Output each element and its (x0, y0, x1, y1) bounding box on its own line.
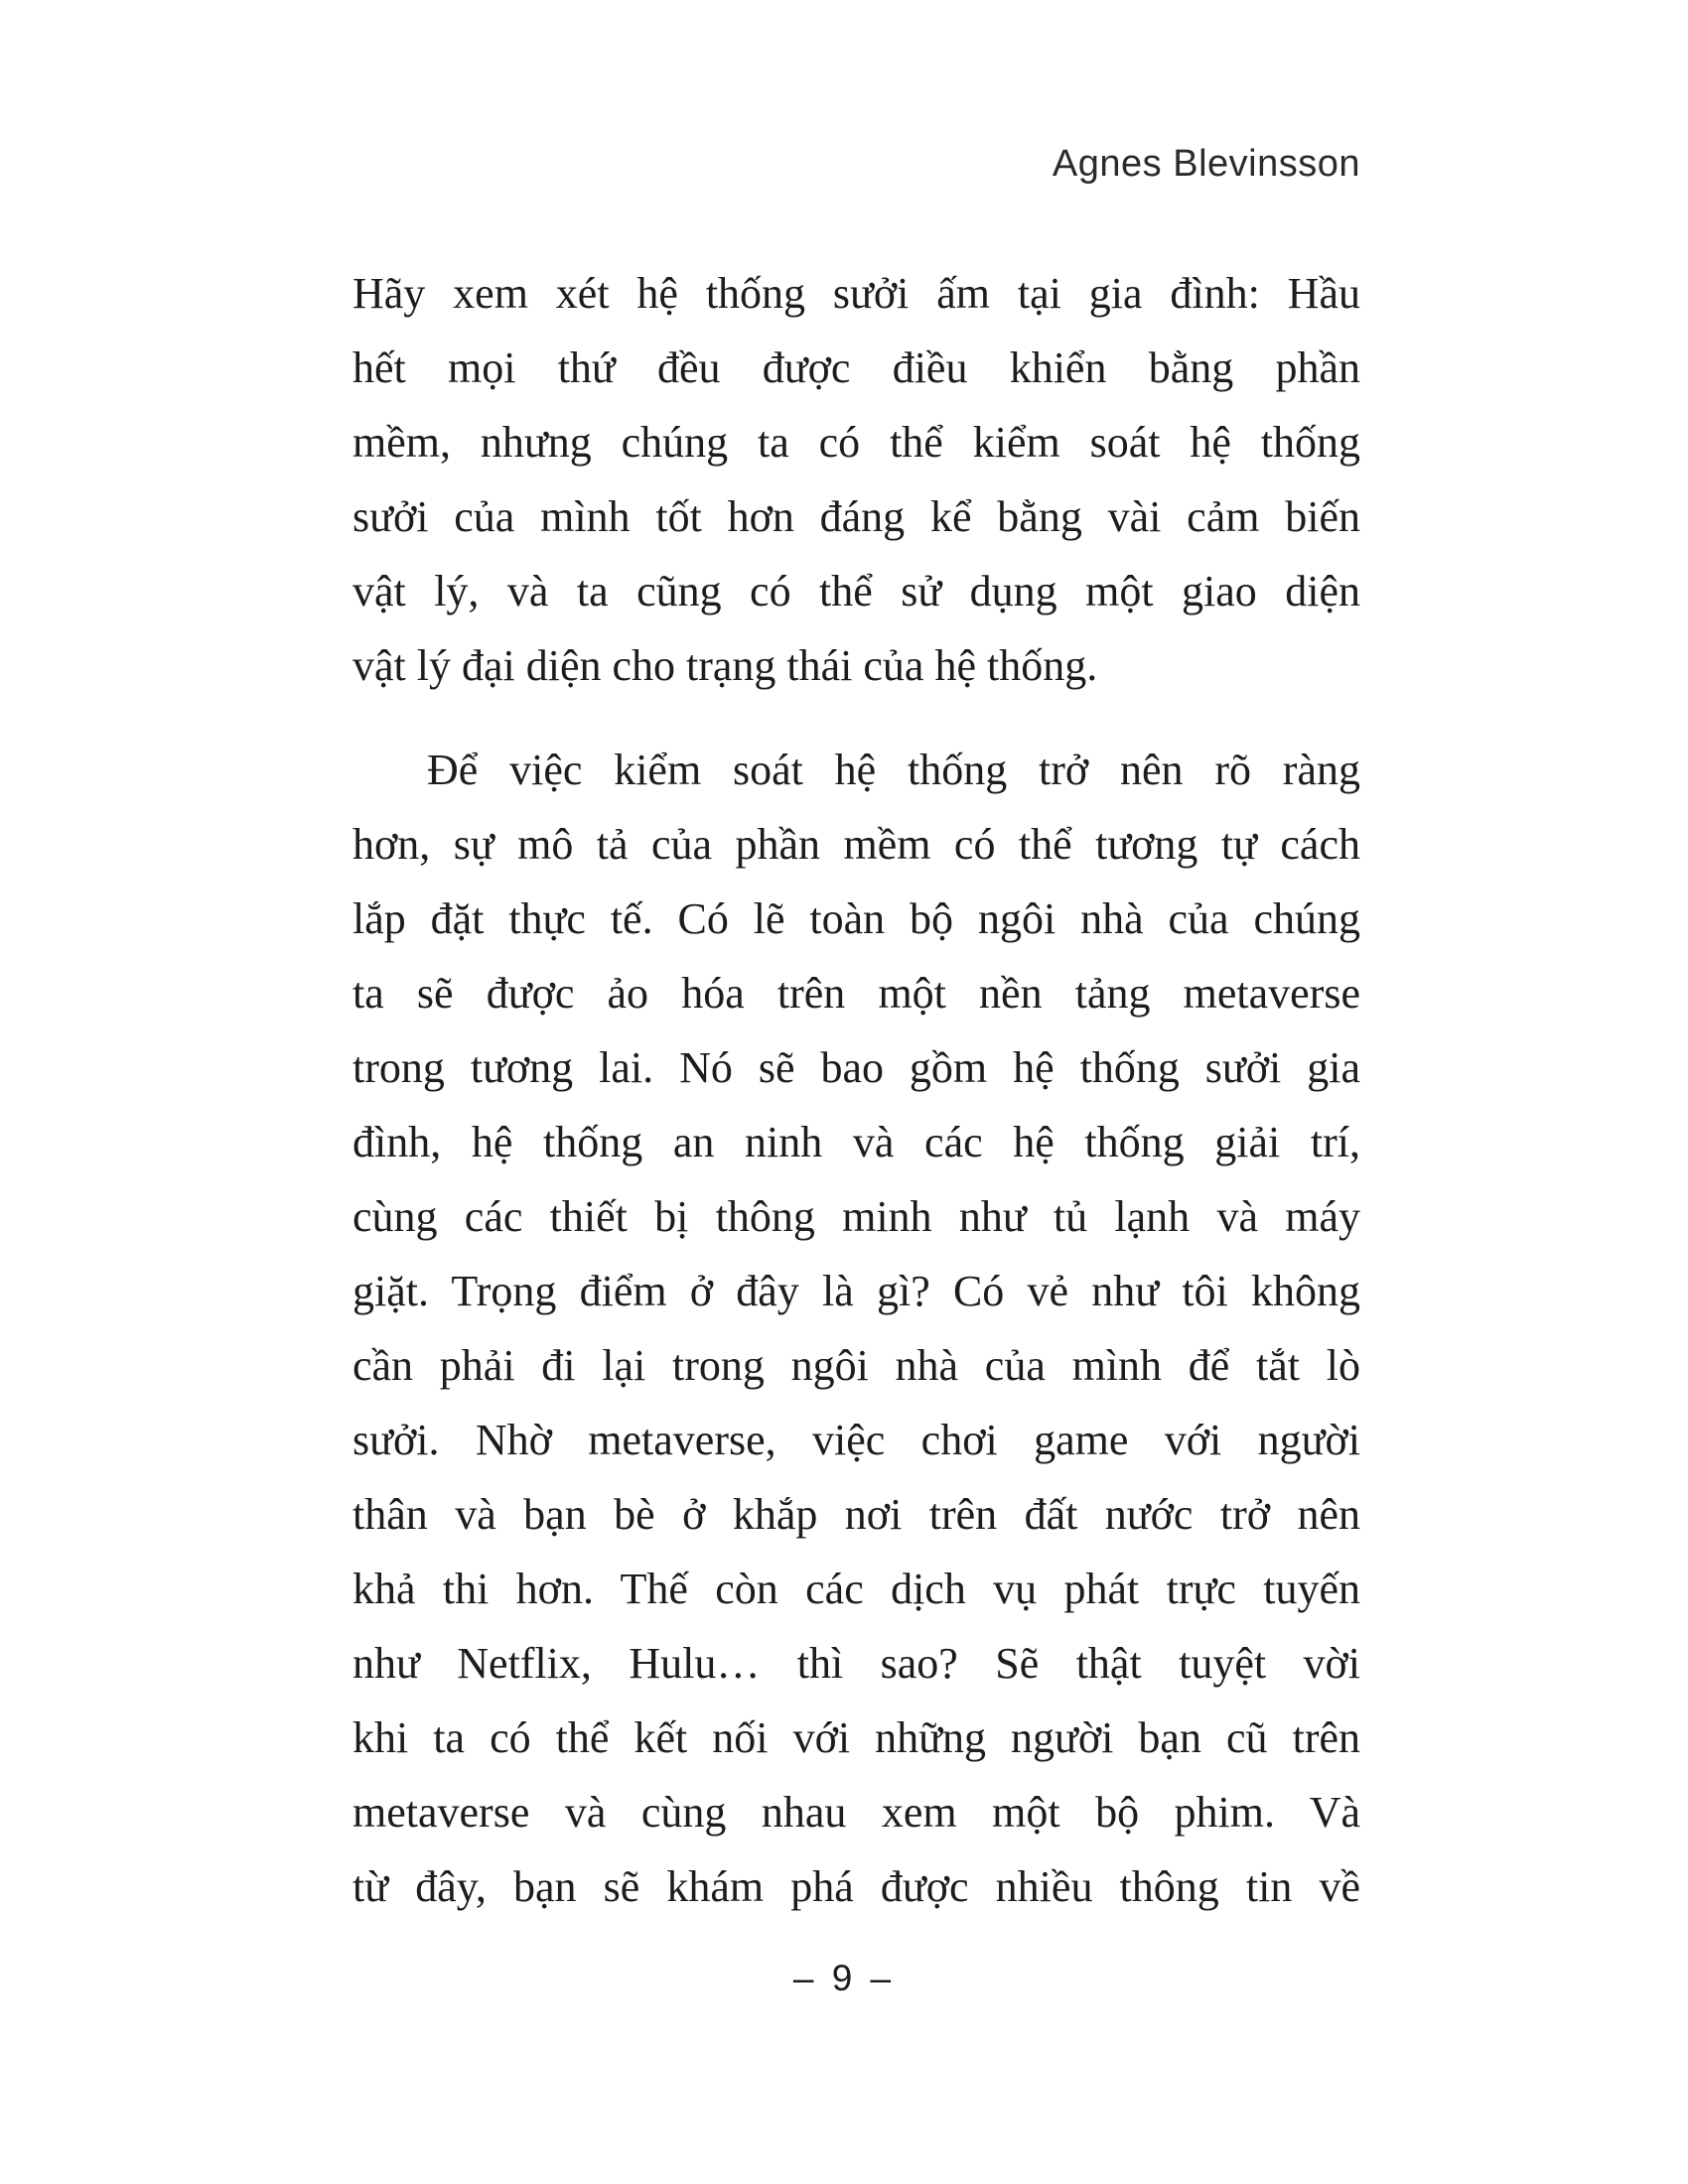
text-line: trong tương lai. Nó sẽ bao gồm hệ thống sưởi gia (352, 1043, 1360, 1092)
page-body-text (352, 256, 1360, 1924)
text-line: từ đây, bạn sẽ khám phá được nhiều thông tin về (352, 1862, 1360, 1911)
text-line: khi ta có thể kết nối với những người bạn cũ trên (352, 1713, 1360, 1762)
text-line: hơn, sự mô tả của phần mềm có thể tương tự cách (352, 820, 1360, 869)
text-line: đình, hệ thống an ninh và các hệ thống giải trí, (352, 1118, 1360, 1166)
text-line: hết mọi thứ đều được điều khiển bằng phần (352, 343, 1360, 392)
page-number: – 9 – (792, 1958, 896, 1998)
text-line: thân và bạn bè ở khắp nơi trên đất nước trở nên (352, 1490, 1360, 1539)
text-line: khả thi hơn. Thế còn các dịch vụ phát trực tuyến (352, 1565, 1360, 1613)
text-line: sưởi của mình tốt hơn đáng kể bằng vài cảm biến (352, 492, 1360, 541)
text-line: sưởi. Nhờ metaverse, việc chơi game với người (352, 1416, 1360, 1464)
text-line: ta sẽ được ảo hóa trên một nền tảng metaverse (352, 969, 1360, 1018)
text-line: lắp đặt thực tế. Có lẽ toàn bộ ngôi nhà của chúng (352, 894, 1360, 943)
body-paragraph-1 (352, 256, 1360, 703)
text-line: Để việc kiểm soát hệ thống trở nên rõ ràng (427, 746, 1360, 794)
text-line: mềm, nhưng chúng ta có thể kiểm soát hệ thống (352, 418, 1360, 467)
text-line: vật lý đại diện cho trạng thái của hệ thống. (352, 641, 1098, 690)
text-line: như Netflix, Hulu… thì sao? Sẽ thật tuyệt vời (352, 1639, 1360, 1688)
text-line: giặt. Trọng điểm ở đây là gì? Có vẻ như tôi không (352, 1267, 1360, 1315)
text-line: metaverse và cùng nhau xem một bộ phim. Và (352, 1788, 1360, 1837)
text-line: Hãy xem xét hệ thống sưởi ấm tại gia đình: Hầu (352, 269, 1360, 318)
text-line: cần phải đi lại trong ngôi nhà của mình để tắt lò (352, 1341, 1360, 1390)
running-header-author: Agnes Blevinsson (1052, 143, 1360, 185)
text-line: vật lý, và ta cũng có thể sử dụng một giao diện (352, 567, 1360, 615)
text-line: cùng các thiết bị thông minh như tủ lạnh và máy (352, 1192, 1360, 1241)
body-paragraph-2 (352, 733, 1360, 1924)
